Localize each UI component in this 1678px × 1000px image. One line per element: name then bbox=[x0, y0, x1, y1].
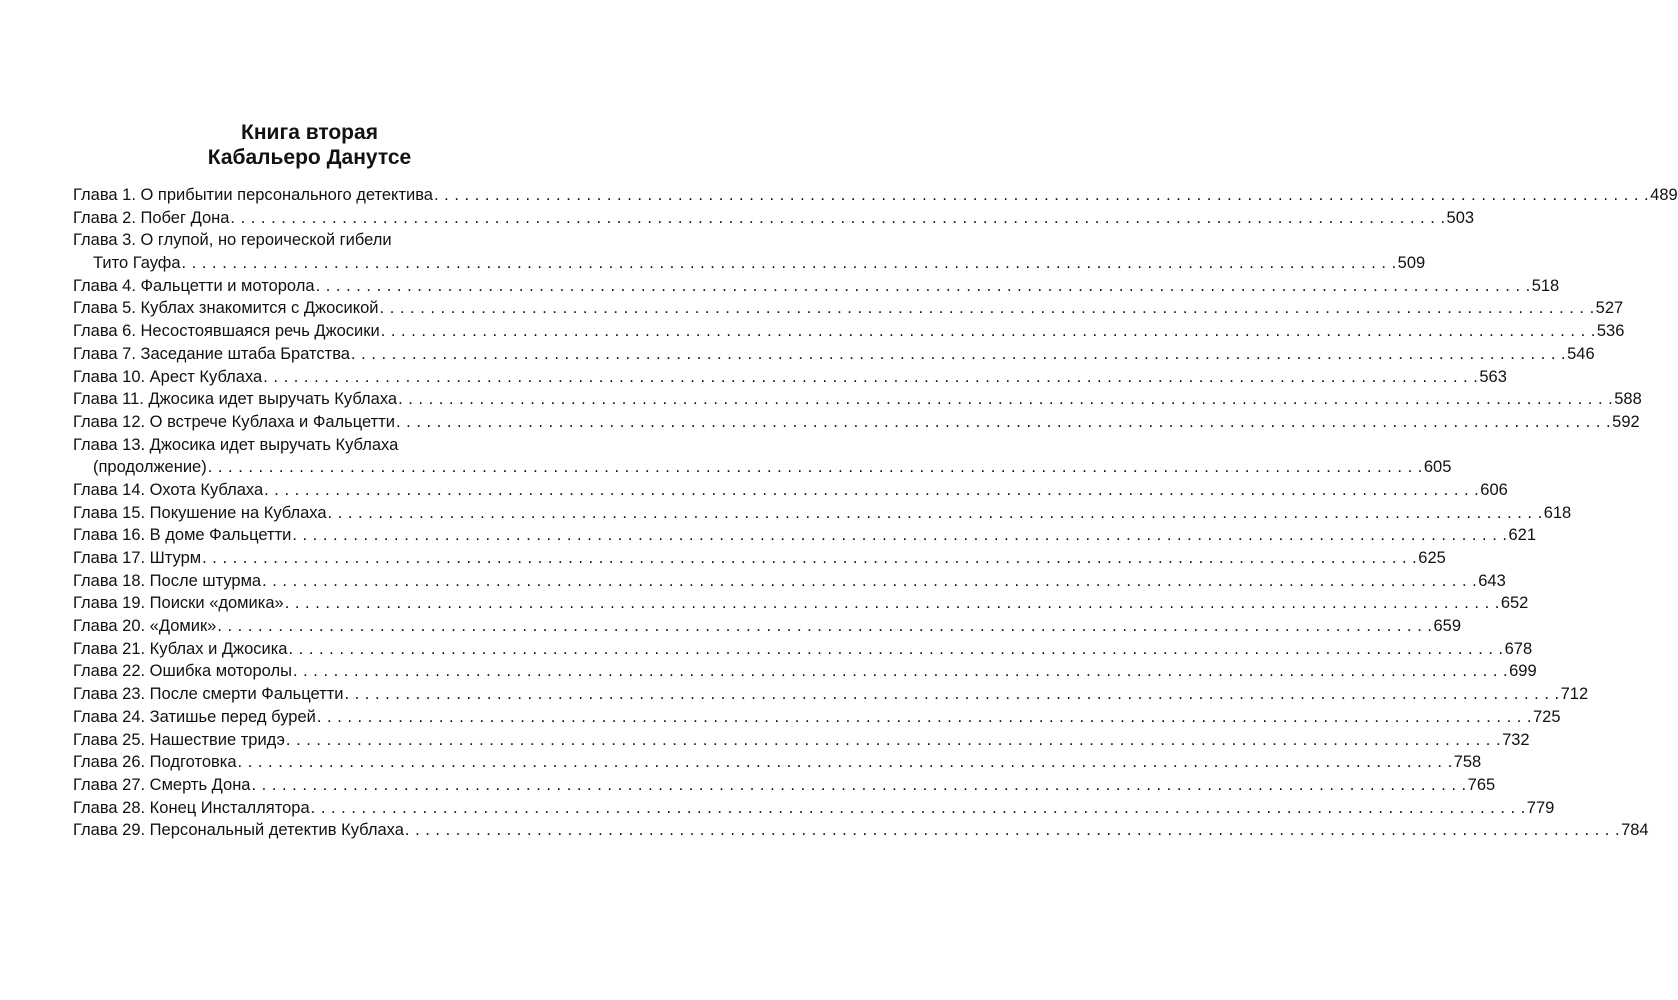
toc-page-number: 563 bbox=[1479, 367, 1507, 386]
toc-entry bbox=[73, 570, 1506, 593]
toc-leader-dots: . . . . . . . . . . . . . . . . . . . . . . . . . . . . . . . . . . . . . . . . . . . . . . . . . . . . . . . . . . . . . . . . . . . . . . . . . . . . . . . . . . . . . . . . . . . . . . . . . . . . . . . . . . . . . . . . . . . . . . . . bbox=[202, 549, 1418, 567]
toc-leader-dots: . . . . . . . . . . . . . . . . . . . . . . . . . . . . . . . . . . . . . . . . . . . . . . . . . . . . . . . . . . . . . . . . . . . . . . . . . . . . . . . . . . . . . . . . . . . . . . . . . . . . . . . . . . . . . . . . . . . . . . . . bbox=[288, 639, 1504, 658]
toc-leader-dots: . . . . . . . . . . . . . . . . . . . . . . . . . . . . . . . . . . . . . . . . . . . . . . . . . . . . . . . . . . . . . . . . . . . . . . . . . . . . . . . . . . . . . . . . . . . . . . . . . . . . . . . . . . . . . . . . . . . . . . . . bbox=[263, 367, 1479, 386]
toc-leader-dots: . . . . . . . . . . . . . . . . . . . . . . . . . . . . . . . . . . . . . . . . . . . . . . . . . . . . . . . . . . . . . . . . . . . . . . . . . . . . . . . . . . . . . . . . . . . . . . . . . . . . . . . . . . . . . . . . . . . . . . . . bbox=[310, 798, 1526, 817]
toc-entry-title: Глава 12. О встрече Кублаха и Фальцетти bbox=[73, 412, 395, 431]
toc-entry bbox=[73, 502, 1572, 525]
toc-entry-title: Глава 19. Поиски «домика» bbox=[73, 594, 284, 613]
toc-entry-title: Глава 4. Фальцетти и моторола bbox=[73, 276, 315, 295]
toc-page-number: 758 bbox=[1453, 753, 1482, 772]
toc-entry bbox=[73, 207, 1475, 230]
toc-entry-title: Глава 7. Заседание штаба Братства bbox=[73, 344, 350, 363]
toc-entry bbox=[73, 660, 1537, 683]
toc-page-number: 618 bbox=[1543, 503, 1572, 522]
toc-entry bbox=[73, 524, 1537, 547]
toc-leader-dots: . . . . . . . . . . . . . . . . . . . . . . . . . . . . . . . . . . . . . . . . . . . . . . . . . . . . . . . . . . . . . . . . . . . . . . . . . . . . . . . . . . . . . . . . . . . . . . . . . . . . . . . . . . . . . . . . . . . . . . . . bbox=[316, 707, 1532, 726]
toc-entry-title: Глава 25. Нашествие тридэ bbox=[73, 730, 285, 749]
toc-entry-title: Глава 26. Подготовка bbox=[73, 753, 237, 772]
toc-page-number: 536 bbox=[1596, 322, 1625, 341]
toc-leader-dots: . . . . . . . . . . . . . . . . . . . . . . . . . . . . . . . . . . . . . . . . . . . . . . . . . . . . . . . . . . . . . . . . . . . . . . . . . . . . . . . . . . . . . . . . . . . . . . . . . . . . . . . . . . . . . . . . . . . . . . . . bbox=[380, 322, 1596, 341]
toc-page-number: 779 bbox=[1526, 798, 1555, 817]
toc-entry-title: Тито Гауфа bbox=[93, 254, 181, 273]
book-part-title: Книга вторая bbox=[241, 121, 378, 144]
toc-leader-dots: . . . . . . . . . . . . . . . . . . . . . . . . . . . . . . . . . . . . . . . . . . . . . . . . . . . . . . . . . . . . . . . . . . . . . . . . . . . . . . . . . . . . . . . . . . . . . . . . . . . . . . . . . . . . . . . . . . . . . . . . bbox=[404, 821, 1621, 840]
table-of-contents bbox=[73, 184, 1678, 842]
toc-page-number: 699 bbox=[1509, 662, 1537, 681]
toc-entry bbox=[73, 343, 1595, 366]
toc-leader-dots: . . . . . . . . . . . . . . . . . . . . . . . . . . . . . . . . . . . . . . . . . . . . . . . . . . . . . . . . . . . . . . . . . . . . . . . . . . . . . . . . . . . . . . . . . . . . . . . . . . . . . . . . . . . . . . . . . . . . . . . . bbox=[181, 254, 1397, 273]
toc-entry bbox=[73, 388, 1642, 411]
toc-leader-dots: . . . . . . . . . . . . . . . . . . . . . . . . . . . . . . . . . . . . . . . . . . . . . . . . . . . . . . . . . . . . . . . . . . . . . . . . . . . . . . . . . . . . . . . . . . . . . . . . . . . . . . . . . . . . . . . . . . . . . . . . bbox=[327, 503, 1543, 522]
toc-entry-title: Глава 6. Несостоявшаяся речь Джосики bbox=[73, 322, 380, 341]
toc-page-number: 546 bbox=[1567, 344, 1595, 363]
toc-entry bbox=[73, 774, 1496, 797]
toc-leader-dots: . . . . . . . . . . . . . . . . . . . . . . . . . . . . . . . . . . . . . . . . . . . . . . . . . . . . . . . . . . . . . . . . . . . . . . . . . . . . . . . . . . . . . . . . . . . . . . . . . . . . . . . . . . . . . . . . . . . . . . . . bbox=[251, 775, 1467, 794]
toc-entry bbox=[73, 592, 1529, 615]
toc-entry-title: Глава 28. Конец Инсталлятора bbox=[73, 798, 310, 817]
toc-page-number: 732 bbox=[1502, 730, 1530, 749]
toc-page-number: 625 bbox=[1418, 549, 1446, 567]
toc-leader-dots: . . . . . . . . . . . . . . . . . . . . . . . . . . . . . . . . . . . . . . . . . . . . . . . . . . . . . . . . . . . . . . . . . . . . . . . . . . . . . . . . . . . . . . . . . . . . . . . . . . . . . . . . . . . . . . . . . . . . . . . . bbox=[217, 617, 1433, 636]
toc-leader-dots: . . . . . . . . . . . . . . . . . . . . . . . . . . . . . . . . . . . . . . . . . . . . . . . . . . . . . . . . . . . . . . . . . . . . . . . . . . . . . . . . . . . . . . . . . . . . . . . . . . . . . . . . . . . . . . . . . . . . . . . . bbox=[396, 412, 1612, 431]
toc-page-number: 643 bbox=[1478, 571, 1506, 590]
toc-leader-dots: . . . . . . . . . . . . . . . . . . . . . . . . . . . . . . . . . . . . . . . . . . . . . . . . . . . . . . . . . . . . . . . . . . . . . . . . . . . . . . . . . . . . . . . . . . . . . . . . . . . . . . . . . . . . . . . . . . . . . . . . bbox=[398, 390, 1614, 409]
toc-leader-dots: . . . . . . . . . . . . . . . . . . . . . . . . . . . . . . . . . . . . . . . . . . . . . . . . . . . . . . . . . . . . . . . . . . . . . . . . . . . . . . . . . . . . . . . . . . . . . . . . . . . . . . . . . . . . . . . . . . . . . . . . bbox=[207, 458, 1423, 477]
toc-entry-title: Глава 17. Штурм bbox=[73, 549, 202, 567]
toc-page-number: 725 bbox=[1533, 707, 1561, 726]
toc-page-number: 659 bbox=[1433, 617, 1462, 636]
toc-entry bbox=[73, 819, 1649, 842]
toc-entry-title: Глава 16. В доме Фальцетти bbox=[73, 526, 292, 545]
toc-page-number: 503 bbox=[1446, 208, 1475, 227]
toc-entry bbox=[73, 456, 1452, 479]
toc-entry bbox=[73, 729, 1530, 752]
toc-entry-title: Глава 11. Джосика идет выручать Кублаха bbox=[73, 390, 398, 409]
toc-page-number: 606 bbox=[1480, 480, 1508, 499]
toc-leader-dots: . . . . . . . . . . . . . . . . . . . . . . . . . . . . . . . . . . . . . . . . . . . . . . . . . . . . . . . . . . . . . . . . . . . . . . . . . . . . . . . . . . . . . . . . . . . . . . . . . . . . . . . . . . . . . . . . . . . . . . . . bbox=[262, 571, 1478, 590]
toc-leader-dots: . . . . . . . . . . . . . . . . . . . . . . . . . . . . . . . . . . . . . . . . . . . . . . . . . . . . . . . . . . . . . . . . . . . . . . . . . . . . . . . . . . . . . . . . . . . . . . . . . . . . . . . . . . . . . . . . . . . . . . . . bbox=[350, 344, 1567, 363]
toc-page-number: 765 bbox=[1467, 775, 1496, 794]
toc-entry bbox=[73, 479, 1508, 502]
toc-page-number: 605 bbox=[1423, 458, 1452, 477]
toc-page-number: 678 bbox=[1504, 639, 1533, 658]
toc-entry-title: Глава 22. Ошибка моторолы bbox=[73, 662, 292, 681]
toc-entry bbox=[73, 683, 1589, 706]
toc-entry-title: Глава 13. Джосика идет выручать Кублаха bbox=[73, 435, 399, 454]
toc-entry-title: Глава 14. Охота Кублаха bbox=[73, 480, 264, 499]
toc-leader-dots: . . . . . . . . . . . . . . . . . . . . . . . . . . . . . . . . . . . . . . . . . . . . . . . . . . . . . . . . . . . . . . . . . . . . . . . . . . . . . . . . . . . . . . . . . . . . . . . . . . . . . . . . . . . . . . . . . . . . . . . . bbox=[230, 208, 1446, 227]
toc-entry-title: Глава 29. Персональный детектив Кублаха bbox=[73, 821, 404, 840]
toc-leader-dots: . . . . . . . . . . . . . . . . . . . . . . . . . . . . . . . . . . . . . . . . . . . . . . . . . . . . . . . . . . . . . . . . . . . . . . . . . . . . . . . . . . . . . . . . . . . . . . . . . . . . . . . . . . . . . . . . . . . . . . . . bbox=[284, 594, 1500, 613]
toc-entry bbox=[73, 751, 1482, 774]
toc-entry-title: Глава 2. Побег Дона bbox=[73, 208, 230, 227]
toc-entry-title: Глава 23. После смерти Фальцетти bbox=[73, 685, 344, 704]
toc-page-number: 588 bbox=[1614, 390, 1642, 409]
toc-entry bbox=[73, 615, 1462, 638]
toc-entry bbox=[73, 275, 1560, 298]
toc-entry-title: (продолжение) bbox=[93, 458, 207, 477]
toc-page-number: 784 bbox=[1621, 821, 1649, 840]
toc-entry bbox=[73, 797, 1555, 820]
toc-entry-title: Глава 3. О глупой, но героической гибели bbox=[73, 231, 392, 250]
toc-leader-dots: . . . . . . . . . . . . . . . . . . . . . . . . . . . . . . . . . . . . . . . . . . . . . . . . . . . . . . . . . . . . . . . . . . . . . . . . . . . . . . . . . . . . . . . . . . . . . . . . . . . . . . . . . . . . . . . . . . . . . . . . bbox=[292, 526, 1508, 545]
toc-entry bbox=[73, 411, 1640, 434]
toc-leader-dots: . . . . . . . . . . . . . . . . . . . . . . . . . . . . . . . . . . . . . . . . . . . . . . . . . . . . . . . . . . . . . . . . . . . . . . . . . . . . . . . . . . . . . . . . . . . . . . . . . . . . . . . . . . . . . . . . . . . . . . . . bbox=[292, 662, 1509, 681]
toc-page-number: 592 bbox=[1612, 412, 1640, 431]
toc-page-number: 527 bbox=[1595, 299, 1624, 318]
toc-entry-title: Глава 27. Смерть Дона bbox=[73, 775, 251, 794]
toc-entry bbox=[73, 320, 1625, 343]
toc-leader-dots: . . . . . . . . . . . . . . . . . . . . . . . . . . . . . . . . . . . . . . . . . . . . . . . . . . . . . . . . . . . . . . . . . . . . . . . . . . . . . . . . . . . . . . . . . . . . . . . . . . . . . . . . . . . . . . . . . . . . . . . . bbox=[344, 685, 1560, 704]
toc-entry bbox=[73, 547, 1446, 570]
toc-entry bbox=[73, 434, 513, 457]
toc-entry-title: Глава 1. О прибытии персонального детектива bbox=[73, 186, 433, 204]
toc-page-number: 621 bbox=[1508, 526, 1537, 545]
toc-page-number: 509 bbox=[1397, 254, 1426, 273]
toc-entry bbox=[73, 706, 1561, 729]
toc-page-number: 489 bbox=[1650, 186, 1678, 204]
toc-entry-title: Глава 20. «Домик» bbox=[73, 617, 217, 636]
toc-leader-dots: . . . . . . . . . . . . . . . . . . . . . . . . . . . . . . . . . . . . . . . . . . . . . . . . . . . . . . . . . . . . . . . . . . . . . . . . . . . . . . . . . . . . . . . . . . . . . . . . . . . . . . . . . . . . . . . . . . . . . . . . bbox=[285, 730, 1502, 749]
toc-entry bbox=[73, 366, 1507, 389]
toc-entry-title: Глава 10. Арест Кублаха bbox=[73, 367, 263, 386]
toc-entry-title: Глава 15. Покушение на Кублаха bbox=[73, 503, 327, 522]
toc-entry bbox=[73, 229, 513, 252]
toc-entry bbox=[73, 638, 1533, 661]
toc-entry bbox=[73, 297, 1624, 320]
toc-entry-title: Глава 18. После штурма bbox=[73, 571, 262, 590]
toc-leader-dots: . . . . . . . . . . . . . . . . . . . . . . . . . . . . . . . . . . . . . . . . . . . . . . . . . . . . . . . . . . . . . . . . . . . . . . . . . . . . . . . . . . . . . . . . . . . . . . . . . . . . . . . . . . . . . . . . . . . . . . . . bbox=[434, 186, 1650, 204]
toc-leader-dots: . . . . . . . . . . . . . . . . . . . . . . . . . . . . . . . . . . . . . . . . . . . . . . . . . . . . . . . . . . . . . . . . . . . . . . . . . . . . . . . . . . . . . . . . . . . . . . . . . . . . . . . . . . . . . . . . . . . . . . . . bbox=[237, 753, 1453, 772]
toc-entry-title: Глава 24. Затишье перед бурей bbox=[73, 707, 316, 726]
toc-entry-title: Глава 5. Кублах знакомится с Джосикой bbox=[73, 299, 379, 318]
toc-page-number: 652 bbox=[1500, 594, 1529, 613]
toc-leader-dots: . . . . . . . . . . . . . . . . . . . . . . . . . . . . . . . . . . . . . . . . . . . . . . . . . . . . . . . . . . . . . . . . . . . . . . . . . . . . . . . . . . . . . . . . . . . . . . . . . . . . . . . . . . . . . . . . . . . . . . . . bbox=[315, 276, 1531, 295]
toc-page-number: 518 bbox=[1531, 276, 1560, 295]
book-part-subtitle: Кабальеро Данутсе bbox=[207, 146, 412, 169]
toc-page-number: 712 bbox=[1560, 685, 1589, 704]
toc-entry bbox=[73, 252, 1426, 275]
toc-leader-dots: . . . . . . . . . . . . . . . . . . . . . . . . . . . . . . . . . . . . . . . . . . . . . . . . . . . . . . . . . . . . . . . . . . . . . . . . . . . . . . . . . . . . . . . . . . . . . . . . . . . . . . . . . . . . . . . . . . . . . . . . bbox=[379, 299, 1595, 318]
toc-entry-title: Глава 21. Кублах и Джосика bbox=[73, 639, 288, 658]
toc-leader-dots: . . . . . . . . . . . . . . . . . . . . . . . . . . . . . . . . . . . . . . . . . . . . . . . . . . . . . . . . . . . . . . . . . . . . . . . . . . . . . . . . . . . . . . . . . . . . . . . . . . . . . . . . . . . . . . . . . . . . . . . . bbox=[264, 480, 1480, 499]
toc-entry bbox=[73, 184, 1678, 207]
